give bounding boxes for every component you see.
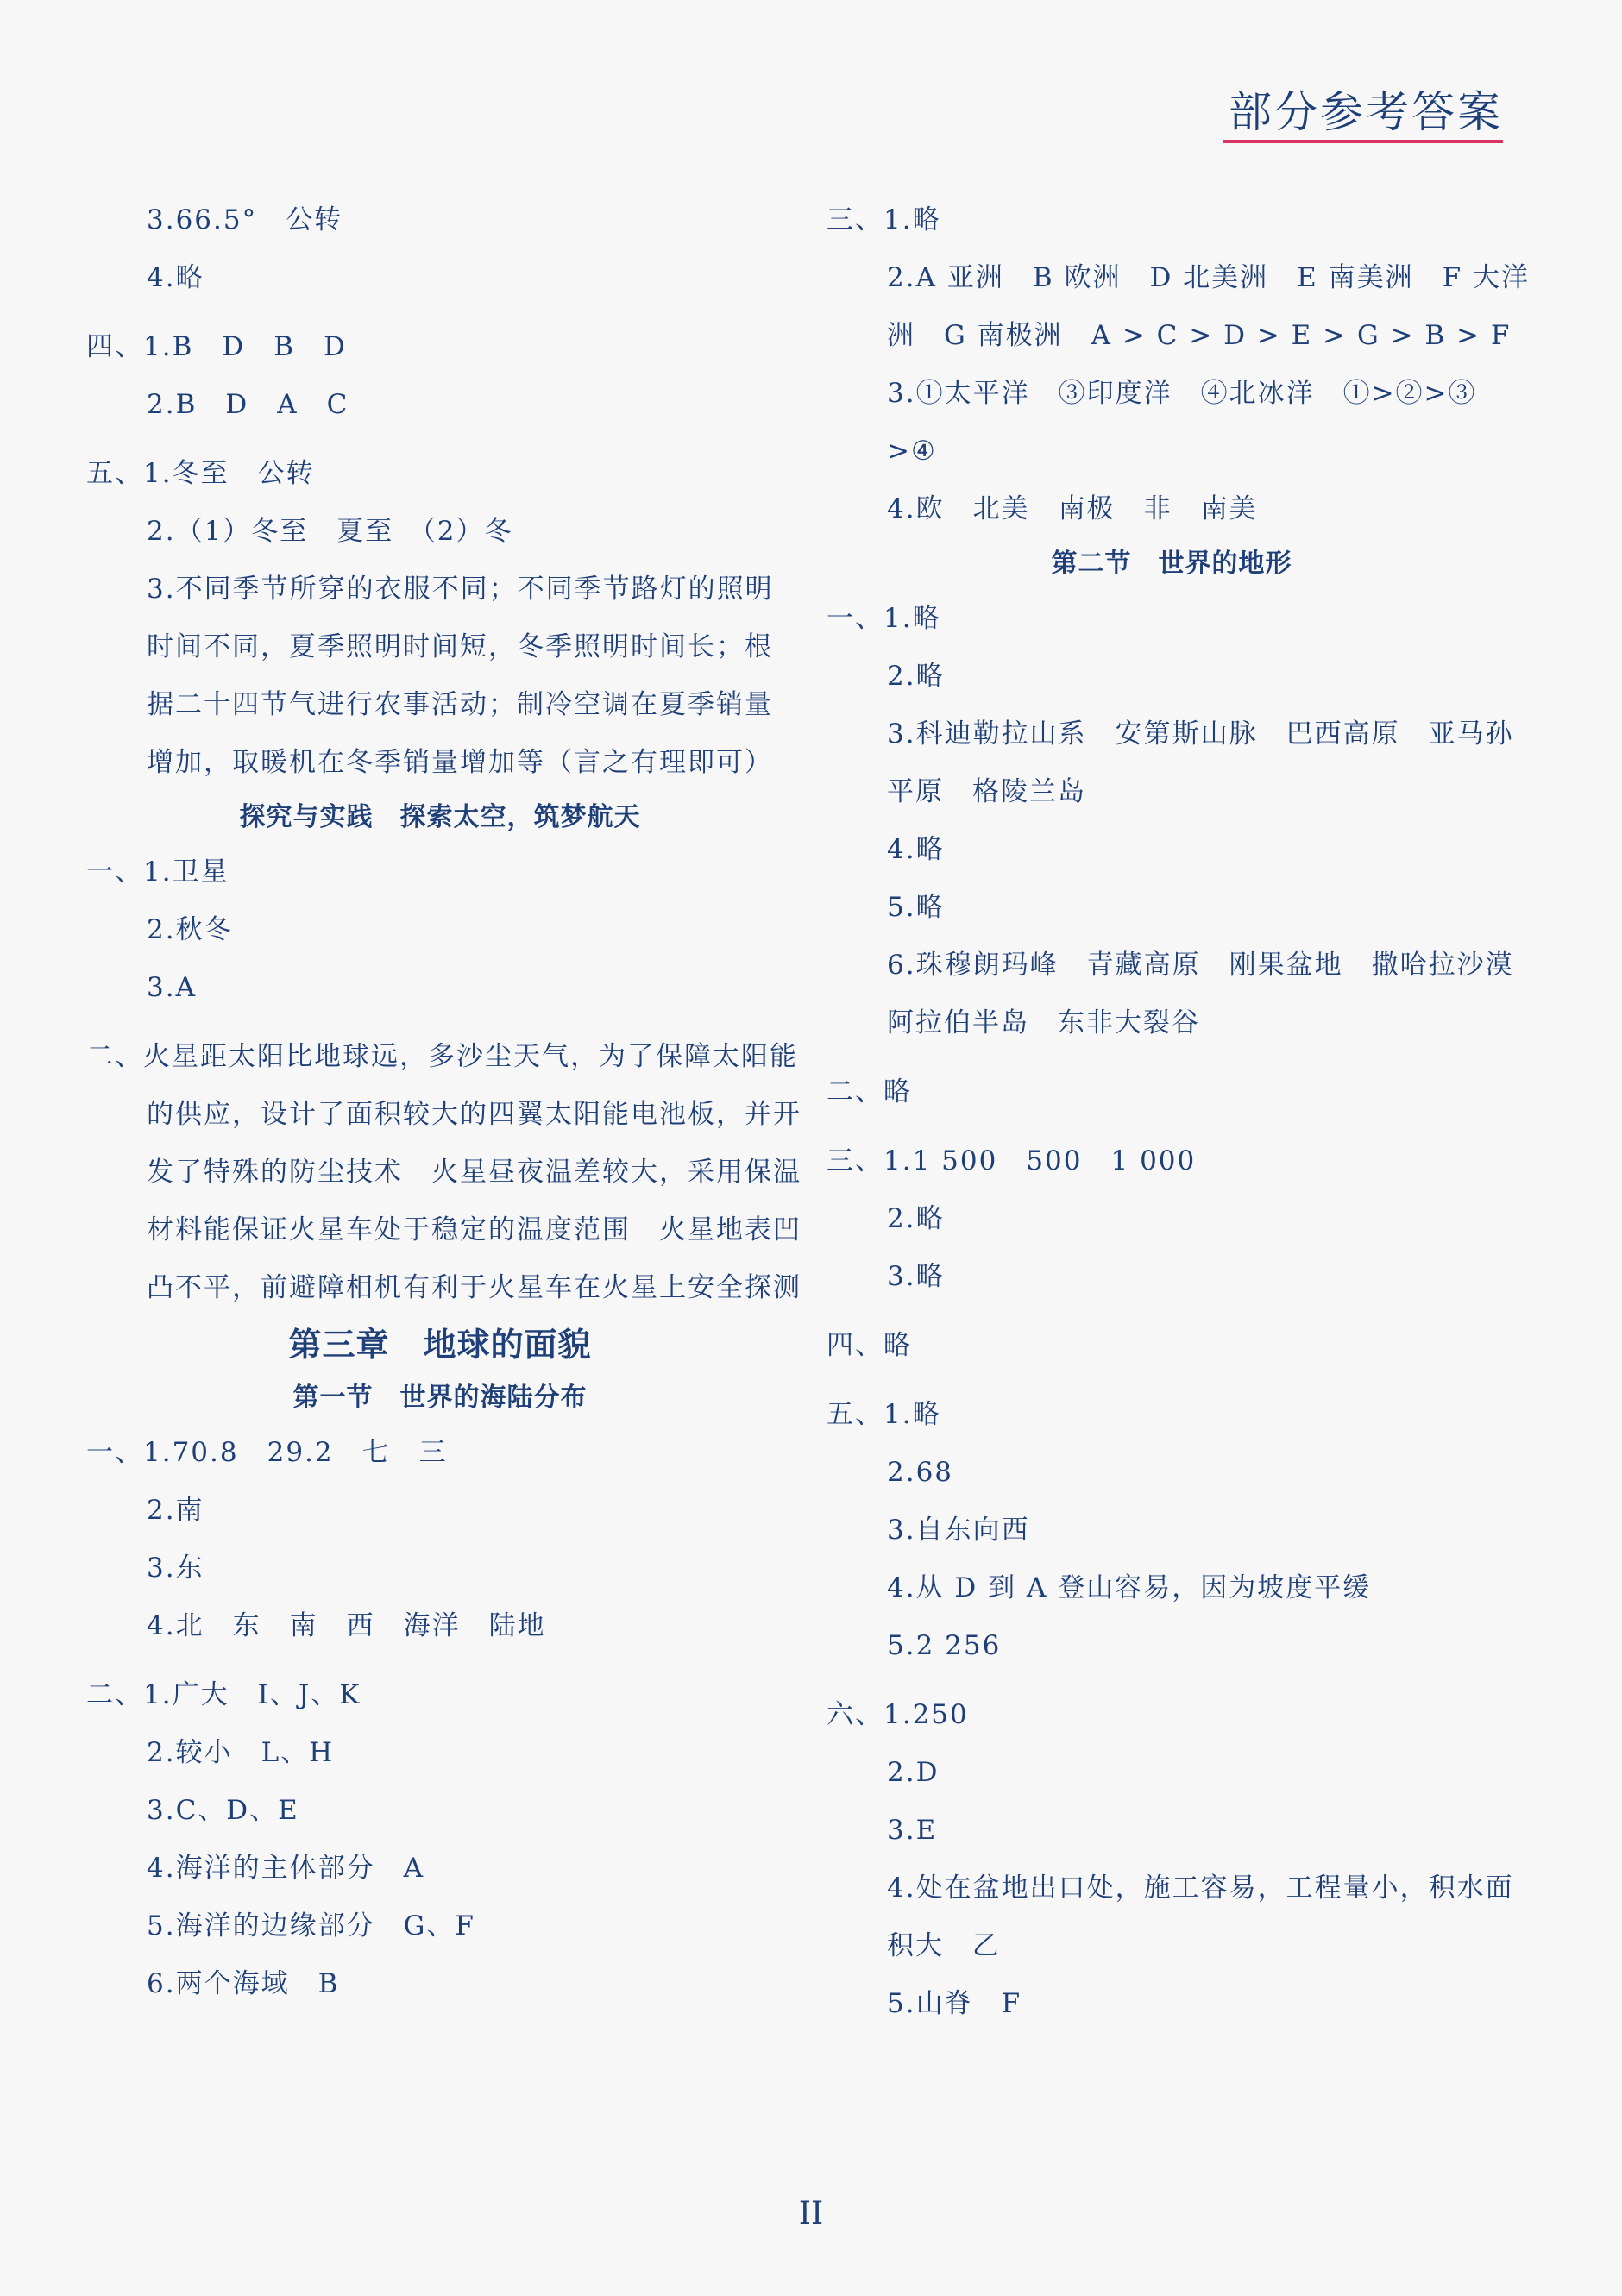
answer-line: 5.2 256 xyxy=(887,1630,1002,1661)
answer-line: 2.秋冬 xyxy=(147,914,233,945)
answer-line: 二、略 xyxy=(827,1076,912,1107)
answer-line: 4.略 xyxy=(147,262,204,293)
answer-line: 一、1.卫星 xyxy=(86,856,229,888)
answer-line: 3.A xyxy=(147,972,197,1003)
answer-line: 三、1.略 xyxy=(827,204,941,235)
section-heading: 探究与实践 探索太空，筑梦航天 xyxy=(239,802,641,832)
answer-line: 4.海洋的主体部分 A xyxy=(147,1853,424,1884)
header-underline xyxy=(1223,140,1503,143)
answer-line: 2.D xyxy=(887,1757,940,1788)
answer-line: 3.科迪勒拉山系 安第斯山脉 巴西高原 亚马孙 xyxy=(887,718,1514,750)
section-heading: 第二节 世界的地形 xyxy=(1051,549,1292,579)
answer-line: 积大 乙 xyxy=(887,1930,1001,1961)
answer-line: 3.略 xyxy=(887,1261,945,1292)
answer-line: 五、1.冬至 公转 xyxy=(86,458,315,489)
answer-line: 的供应，设计了面积较大的四翼太阳能电池板，并开 xyxy=(147,1099,802,1130)
answer-line: 二、火星距太阳比地球远，多沙尘天气，为了保障太阳能 xyxy=(86,1041,798,1072)
answer-line: 四、略 xyxy=(827,1330,912,1361)
answer-line: 发了特殊的防尘技术 火星昼夜温差较大，采用保温 xyxy=(147,1157,802,1188)
chapter-heading: 第三章 地球的面貌 xyxy=(288,1325,592,1364)
answer-line: >④ xyxy=(887,436,937,467)
answer-line: 六、1.250 xyxy=(827,1699,969,1730)
right-column xyxy=(827,191,1531,2033)
answer-line: 3.自东向西 xyxy=(887,1515,1030,1546)
answer-line: 阿拉伯半岛 东非大裂谷 xyxy=(887,1007,1200,1038)
answer-line: 4.从 D 到 A 登山容易，因为坡度平缓 xyxy=(887,1572,1372,1603)
answer-line: 三、1.1 500 500 1 000 xyxy=(827,1145,1197,1176)
page-number: II xyxy=(798,2196,824,2231)
answer-line: 3.E xyxy=(887,1815,938,1846)
answer-line: 五、1.略 xyxy=(827,1399,941,1430)
answer-line: 3.①太平洋 ③印度洋 ④北冰洋 ①>②>③ xyxy=(887,378,1477,409)
left-column xyxy=(86,191,802,2013)
answer-line: 3.不同季节所穿的衣服不同；不同季节路灯的照明 xyxy=(147,574,774,605)
answer-line: 3.C、D、E xyxy=(147,1795,299,1826)
answer-line: 5.略 xyxy=(887,892,945,923)
answer-line: 2.A 亚洲 B 欧洲 D 北美洲 E 南美洲 F 大洋 xyxy=(887,262,1531,293)
answer-line: 凸不平，前避障相机有利于火星车在火星上安全探测 xyxy=(147,1272,802,1303)
answer-line: 洲 G 南极洲 A > C > D > E > G > B > F xyxy=(887,320,1512,351)
answer-line: 2.（1）冬至 夏至 （2）冬 xyxy=(147,516,513,547)
answer-line: 3.东 xyxy=(147,1553,204,1584)
answer-line: 2.南 xyxy=(147,1495,204,1526)
page-header-title: 部分参考答案 xyxy=(1229,87,1503,137)
answer-line: 平原 格陵兰岛 xyxy=(887,776,1086,807)
answer-line: 2.略 xyxy=(887,1203,945,1234)
answer-line: 2.较小 L、H xyxy=(147,1737,335,1768)
answer-line: 2.B D A C xyxy=(147,389,349,420)
answer-line: 四、1.B D B D xyxy=(86,331,347,362)
answer-line: 二、1.广大 I、J、K xyxy=(86,1679,361,1710)
answer-line: 一、1.略 xyxy=(827,603,941,634)
answer-line: 据二十四节气进行农事活动；制冷空调在夏季销量 xyxy=(147,689,773,720)
answer-line: 4.北 东 南 西 海洋 陆地 xyxy=(147,1610,546,1641)
answer-line: 3.66.5° 公转 xyxy=(147,204,343,235)
answer-line: 6.珠穆朗玛峰 青藏高原 刚果盆地 撒哈拉沙漠 xyxy=(887,950,1514,981)
answer-line: 4.处在盆地出口处，施工容易，工程量小，积水面 xyxy=(887,1873,1514,1904)
answer-line: 5.山脊 F xyxy=(887,1988,1022,2019)
answer-line: 6.两个海域 B xyxy=(147,1968,340,1999)
answer-line: 2.68 xyxy=(887,1457,954,1488)
answer-line: 2.略 xyxy=(887,661,945,692)
answer-line: 4.略 xyxy=(887,834,945,865)
answer-line: 一、1.70.8 29.2 七 三 xyxy=(86,1437,448,1468)
answer-line: 材料能保证火星车处于稳定的温度范围 火星地表凹 xyxy=(147,1214,802,1245)
answer-line: 5.海洋的边缘部分 G、F xyxy=(147,1910,475,1942)
answer-line: 时间不同，夏季照明时间短，冬季照明时间长；根 xyxy=(147,631,773,662)
section-heading: 第一节 世界的海陆分布 xyxy=(292,1383,588,1413)
answer-line: 4.欧 北美 南极 非 南美 xyxy=(887,493,1258,524)
answer-line: 增加，取暖机在冬季销量增加等（言之有理即可） xyxy=(147,747,773,778)
